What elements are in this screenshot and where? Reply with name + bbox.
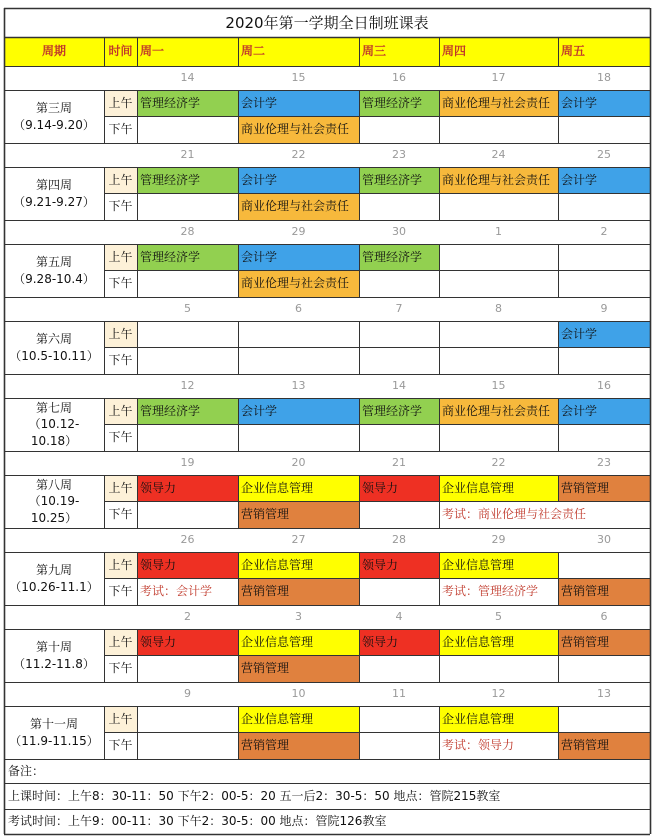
pm-label: 下午 (108, 276, 133, 291)
course-block: 管理经济学 (137, 244, 238, 270)
week-range: （9.21-9.27） (13, 194, 95, 209)
date-number: 30 (597, 533, 611, 547)
course-block: 企业信息管理 (238, 629, 359, 655)
week-label (4, 629, 104, 682)
class-time-note: 上课时间：上午8：30-11：50 下午2：00-5：20 五一后2：30-5：50 地点：管院215教室 (8, 788, 501, 803)
week-range: （10.12- (28, 417, 80, 432)
course-block: 会计学 (238, 244, 359, 270)
week-range: （11.9-11.15） (9, 733, 99, 748)
course-block: 会计学 (558, 90, 650, 116)
week-label (4, 475, 104, 528)
date-number: 15 (491, 379, 506, 393)
course-block: 领导力 (359, 629, 439, 655)
date-number: 18 (597, 71, 611, 85)
course-block: 企业信息管理 (439, 706, 558, 732)
date-number: 16 (597, 379, 611, 393)
date-number: 23 (392, 148, 406, 162)
course-block: 企业信息管理 (238, 475, 359, 501)
date-number: 17 (491, 71, 506, 85)
date-number: 20 (291, 456, 306, 470)
course-block: 营销管理 (558, 629, 650, 655)
date-number: 21 (392, 456, 406, 470)
week-label (4, 398, 104, 451)
week-name: 第六周 (35, 332, 72, 347)
week-name: 第十周 (35, 640, 72, 655)
course-block: 商业伦理与社会责任 (439, 90, 558, 116)
column-header: 周五 (558, 37, 650, 66)
course-block: 领导力 (359, 475, 439, 501)
week-range: （9.14-9.20） (13, 117, 95, 132)
course-block: 企业信息管理 (238, 552, 359, 578)
am-label: 上午 (104, 706, 137, 732)
course-block: 营销管理 (238, 578, 359, 605)
date-number: 4 (395, 610, 403, 624)
week-name: 第三周 (35, 101, 72, 116)
date-number: 12 (180, 379, 195, 393)
am-label: 上午 (104, 244, 137, 270)
date-number: 19 (180, 456, 195, 470)
course-block: 管理经济学 (137, 167, 238, 193)
course-block: 商业伦理与社会责任 (238, 193, 359, 220)
course-block: 商业伦理与社会责任 (439, 398, 558, 424)
date-number: 29 (491, 533, 506, 547)
week-label (4, 321, 104, 374)
pm-label: 下午 (108, 661, 133, 676)
week-name: 第四周 (35, 178, 72, 193)
exam-entry: 考试：领导力 (442, 738, 515, 753)
course-block: 企业信息管理 (439, 475, 558, 501)
week-name: 第五周 (35, 255, 72, 270)
date-number: 13 (291, 379, 306, 393)
course-block: 营销管理 (558, 578, 650, 605)
course-block: 管理经济学 (137, 398, 238, 424)
date-number: 2 (600, 225, 608, 239)
course-block: 营销管理 (238, 732, 359, 759)
am-label: 上午 (104, 167, 137, 193)
pm-label: 下午 (108, 507, 133, 522)
notes-label: 备注： (8, 763, 45, 778)
course-block: 管理经济学 (137, 90, 238, 116)
course-block: 商业伦理与社会责任 (439, 167, 558, 193)
date-number: 15 (291, 71, 306, 85)
date-number: 28 (392, 533, 406, 547)
week-label (4, 167, 104, 220)
course-block: 领导力 (137, 629, 238, 655)
date-number: 22 (291, 148, 306, 162)
course-block: 管理经济学 (359, 167, 439, 193)
course-block: 领导力 (137, 475, 238, 501)
column-header: 周二 (238, 37, 359, 66)
course-block: 营销管理 (558, 732, 650, 759)
date-number: 25 (597, 148, 611, 162)
column-header: 周三 (359, 37, 439, 66)
date-number: 6 (600, 610, 608, 624)
date-number: 22 (491, 456, 506, 470)
course-block: 企业信息管理 (439, 552, 558, 578)
course-block: 领导力 (359, 552, 439, 578)
course-block: 会计学 (238, 398, 359, 424)
date-number: 12 (491, 687, 506, 701)
date-number: 14 (392, 379, 406, 393)
column-header: 周一 (137, 37, 238, 66)
date-number: 3 (295, 610, 302, 624)
course-block: 管理经济学 (359, 398, 439, 424)
date-number: 26 (180, 533, 195, 547)
date-number: 5 (184, 302, 191, 316)
week-range: （11.2-11.8） (13, 656, 95, 671)
course-block: 管理经济学 (359, 90, 439, 116)
date-number: 1 (495, 225, 502, 239)
pm-label: 下午 (108, 122, 133, 137)
date-number: 6 (295, 302, 302, 316)
am-label: 上午 (104, 629, 137, 655)
course-block: 企业信息管理 (439, 629, 558, 655)
date-number: 27 (291, 533, 306, 547)
date-number: 30 (392, 225, 406, 239)
pm-label: 下午 (108, 584, 133, 599)
date-number: 23 (597, 456, 611, 470)
course-block: 企业信息管理 (238, 706, 359, 732)
week-label (4, 244, 104, 297)
exam-time-note: 考试时间：上午9：00-11：30 下午2：30-5：00 地点：管院126教室 (8, 813, 387, 828)
am-label: 上午 (104, 90, 137, 116)
pm-label: 下午 (108, 430, 133, 445)
course-block: 营销管理 (238, 501, 359, 528)
week-label (4, 552, 104, 605)
date-number: 10 (291, 687, 306, 701)
week-range: 10.25） (30, 510, 78, 525)
pm-label: 下午 (108, 738, 133, 753)
am-label: 上午 (104, 321, 137, 347)
column-header: 时间 (104, 37, 137, 66)
date-number: 8 (495, 302, 502, 316)
week-name: 第九周 (35, 563, 72, 578)
week-range: 10.18） (30, 433, 78, 448)
course-block: 领导力 (137, 552, 238, 578)
date-number: 29 (291, 225, 306, 239)
course-block: 商业伦理与社会责任 (238, 116, 359, 143)
sheet-title: 2020年第一学期全日制班课表 (225, 13, 429, 32)
date-number: 13 (597, 687, 611, 701)
date-number: 24 (491, 148, 506, 162)
am-label: 上午 (104, 552, 137, 578)
date-number: 5 (495, 610, 502, 624)
course-block: 会计学 (558, 321, 650, 347)
date-number: 7 (395, 302, 403, 316)
date-number: 9 (184, 687, 191, 701)
course-block: 商业伦理与社会责任 (238, 270, 359, 297)
exam-entry: 考试：商业伦理与社会责任 (442, 507, 587, 522)
week-name: 第八周 (35, 478, 72, 493)
date-number: 16 (392, 71, 406, 85)
column-header: 周四 (439, 37, 558, 66)
week-label (4, 706, 104, 759)
date-number: 9 (600, 302, 608, 316)
am-label: 上午 (104, 475, 137, 501)
course-block: 营销管理 (558, 475, 650, 501)
am-label: 上午 (104, 398, 137, 424)
date-number: 28 (180, 225, 195, 239)
course-block: 会计学 (558, 167, 650, 193)
date-number: 21 (180, 148, 195, 162)
column-header: 周期 (4, 37, 104, 66)
pm-label: 下午 (108, 199, 133, 214)
week-range: （10.19- (28, 494, 80, 509)
week-name: 第七周 (35, 401, 72, 416)
date-number: 2 (184, 610, 191, 624)
week-range: （10.5-10.11） (9, 348, 99, 363)
date-number: 11 (392, 687, 406, 701)
week-name: 第十一周 (29, 717, 78, 732)
course-block: 管理经济学 (359, 244, 439, 270)
week-range: （10.26-11.1） (9, 579, 99, 594)
course-block: 会计学 (238, 90, 359, 116)
pm-label: 下午 (108, 353, 133, 368)
week-label (4, 90, 104, 143)
exam-entry: 考试：会计学 (140, 584, 213, 599)
exam-entry: 考试：管理经济学 (442, 584, 539, 599)
date-number: 14 (180, 71, 195, 85)
course-block: 营销管理 (238, 655, 359, 682)
course-block: 会计学 (558, 398, 650, 424)
course-block: 会计学 (238, 167, 359, 193)
week-range: （9.28-10.4） (13, 271, 95, 286)
